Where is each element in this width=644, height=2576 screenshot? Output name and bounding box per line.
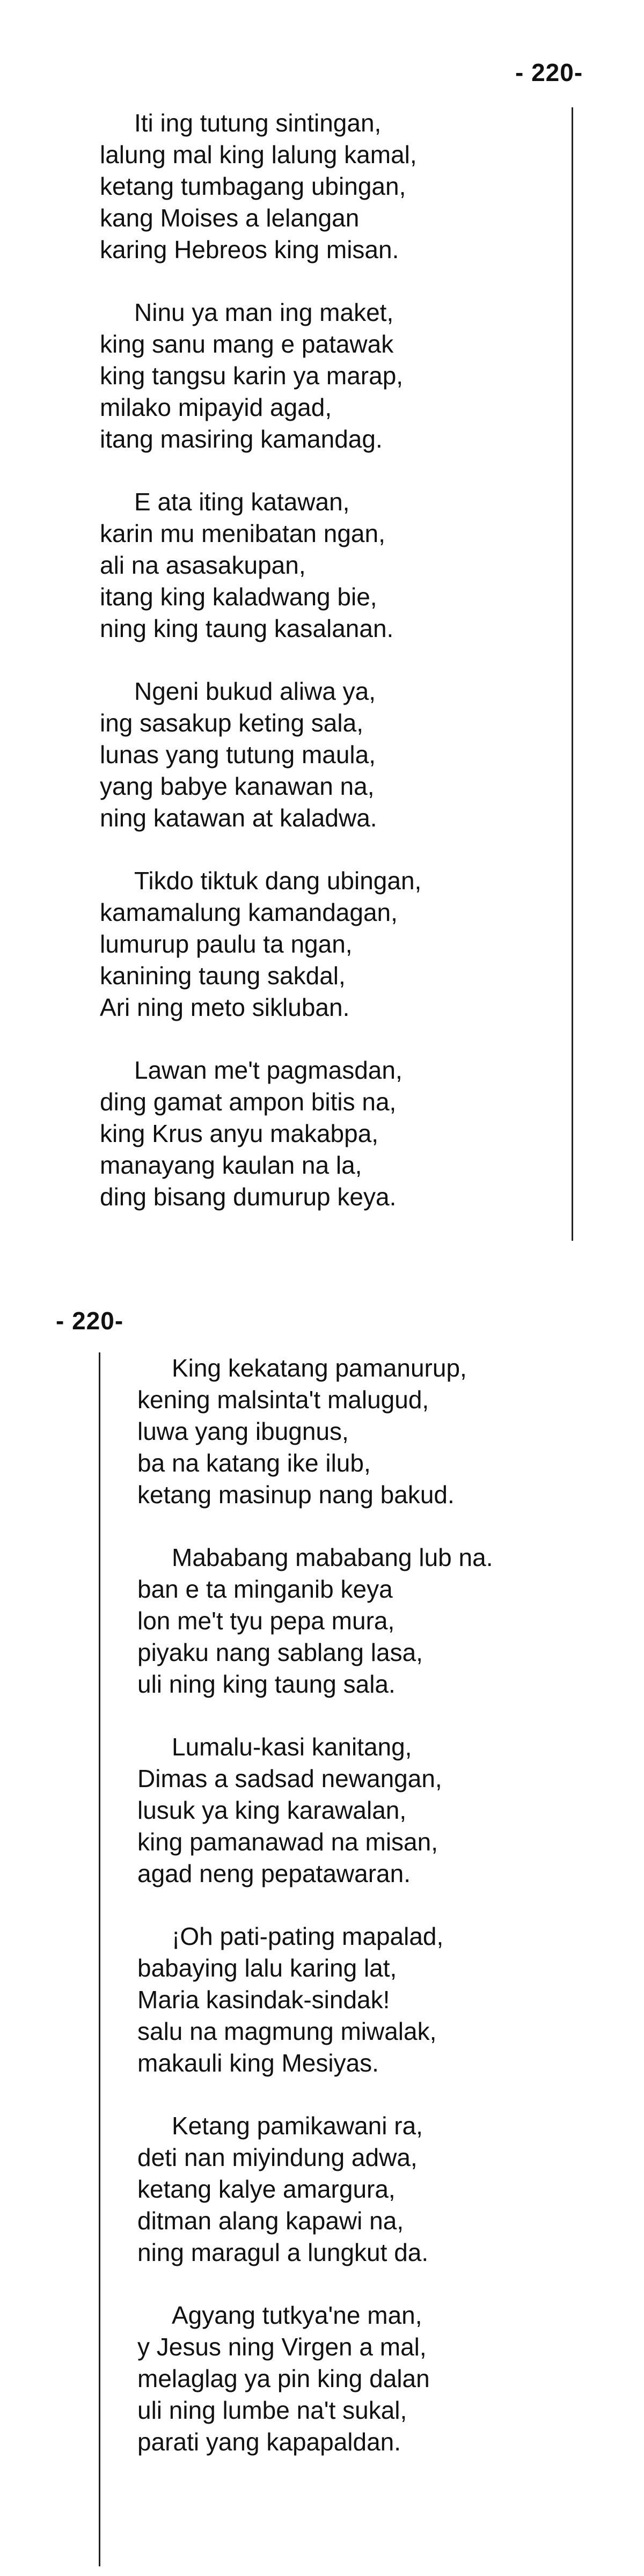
verse-line: Mababang mababang lub na. xyxy=(172,1543,493,1571)
stanza xyxy=(137,1352,620,1511)
verse-line: ing sasakup keting sala, xyxy=(100,709,363,737)
stanza xyxy=(137,1921,620,2079)
verse-line: Ari ning meto sikluban. xyxy=(100,993,350,1021)
verse-line: itang masiring kamandag. xyxy=(100,425,383,453)
page-number: - 220- xyxy=(56,1307,124,1335)
verse-line: lunas yang tutung maula, xyxy=(100,741,376,769)
verse-line: karin mu menibatan ngan, xyxy=(100,519,385,547)
stanza xyxy=(100,107,561,266)
verse-line: Agyang tutkya'ne man, xyxy=(172,2301,422,2329)
verse-line: ban e ta minganib keya xyxy=(137,1575,393,1603)
verse-line: kang Moises a lelangan xyxy=(100,204,360,232)
page-2 xyxy=(0,1293,644,2576)
verse-line: Ngeni bukud aliwa ya, xyxy=(134,677,376,705)
verse-line: Tikdo tiktuk dang ubingan, xyxy=(134,867,422,895)
verse-line: king Krus anyu makabpa, xyxy=(100,1119,379,1147)
verse-line: ali na asasakupan, xyxy=(100,551,306,579)
verse-line: ketang tumbagang ubingan, xyxy=(100,172,406,200)
verse-line: lusuk ya king karawalan, xyxy=(137,1796,407,1824)
verse-line: luwa yang ibugnus, xyxy=(137,1417,349,1445)
verse-line: ba na katang ike ilub, xyxy=(137,1449,371,1477)
verse-line: milako mipayid agad, xyxy=(100,393,332,421)
verse-line: king pamanawad na misan, xyxy=(137,1828,438,1856)
margin-rule xyxy=(572,107,573,1241)
stanza xyxy=(100,297,561,455)
verse-line: deti nan miyindung adwa, xyxy=(137,2143,418,2171)
verse-line: ditman alang kapawi na, xyxy=(137,2207,404,2235)
verse-line: makauli king Mesiyas. xyxy=(137,2049,379,2077)
verse-line: kanining taung sakdal, xyxy=(100,962,346,990)
verse-line: king sanu mang e patawak xyxy=(100,330,394,358)
verse-line: King kekatang pamanurup, xyxy=(172,1354,467,1382)
verse-line: ding bisang dumurup keya. xyxy=(100,1183,397,1211)
verse-line: piyaku nang sablang lasa, xyxy=(137,1638,423,1666)
verse-line: parati yang kapapaldan. xyxy=(137,2428,401,2456)
verse-line: manayang kaulan na la, xyxy=(100,1151,362,1179)
verse-line: lon me't tyu pepa mura, xyxy=(137,1607,395,1635)
verse-line: ketang masinup nang bakud. xyxy=(137,1481,455,1509)
verse-line: Ninu ya man ing maket, xyxy=(134,298,394,326)
stanza-list xyxy=(100,107,561,1244)
stanza xyxy=(100,486,561,645)
verse-line: Iti ing tutung sintingan, xyxy=(134,109,382,137)
verse-line: Lawan me't pagmasdan, xyxy=(134,1056,402,1084)
verse-line: Lumalu-kasi kanitang, xyxy=(172,1733,412,1761)
verse-line: king tangsu karin ya marap, xyxy=(100,362,404,390)
stanza xyxy=(137,2110,620,2268)
verse-line: salu na magmung miwalak, xyxy=(137,2017,437,2045)
verse-line: ketang kalye amargura, xyxy=(137,2175,396,2203)
stanza xyxy=(137,2300,620,2458)
verse-line: Ketang pamikawani ra, xyxy=(172,2112,423,2140)
verse-line: kamamalung kamandagan, xyxy=(100,898,398,926)
verse-line: lumurup paulu ta ngan, xyxy=(100,930,353,958)
verse-line: uli ning king taung sala. xyxy=(137,1670,396,1698)
stanza xyxy=(100,865,561,1023)
page-1 xyxy=(0,0,644,1234)
stanza xyxy=(137,1542,620,1700)
verse-line: kening malsinta't malugud, xyxy=(137,1386,429,1414)
verse-line: ning maragul a lungkut da. xyxy=(137,2238,429,2266)
verse-line: melaglag ya pin king dalan xyxy=(137,2365,430,2392)
verse-line: babaying lalu karing lat, xyxy=(137,1954,397,1982)
verse-line: Dimas a sadsad newangan, xyxy=(137,1765,442,1792)
stanza xyxy=(100,676,561,834)
stanza xyxy=(100,1055,561,1213)
verse-line: itang king kaladwang bie, xyxy=(100,583,377,611)
stanza xyxy=(137,1731,620,1890)
margin-rule xyxy=(99,1352,100,2566)
verse-line: ning katawan at kaladwa. xyxy=(100,804,377,832)
verse-line: ding gamat ampon bitis na, xyxy=(100,1088,397,1116)
verse-line: yang babye kanawan na, xyxy=(100,772,375,800)
verse-line: y Jesus ning Virgen a mal, xyxy=(137,2333,427,2361)
verse-line: uli ning lumbe na't sukal, xyxy=(137,2396,407,2424)
verse-line: E ata iting katawan, xyxy=(134,488,350,516)
verse-line: agad neng pepatawaran. xyxy=(137,1860,411,1887)
stanza-list xyxy=(137,1352,620,2489)
verse-line: Maria kasindak-sindak! xyxy=(137,1986,390,2014)
page-number: - 220- xyxy=(515,58,583,86)
verse-line: ¡Oh pati-pating mapalad, xyxy=(172,1922,444,1950)
verse-line: ning king taung kasalanan. xyxy=(100,614,394,642)
verse-line: lalung mal king lalung kamal, xyxy=(100,141,417,169)
verse-line: karing Hebreos king misan. xyxy=(100,236,399,264)
